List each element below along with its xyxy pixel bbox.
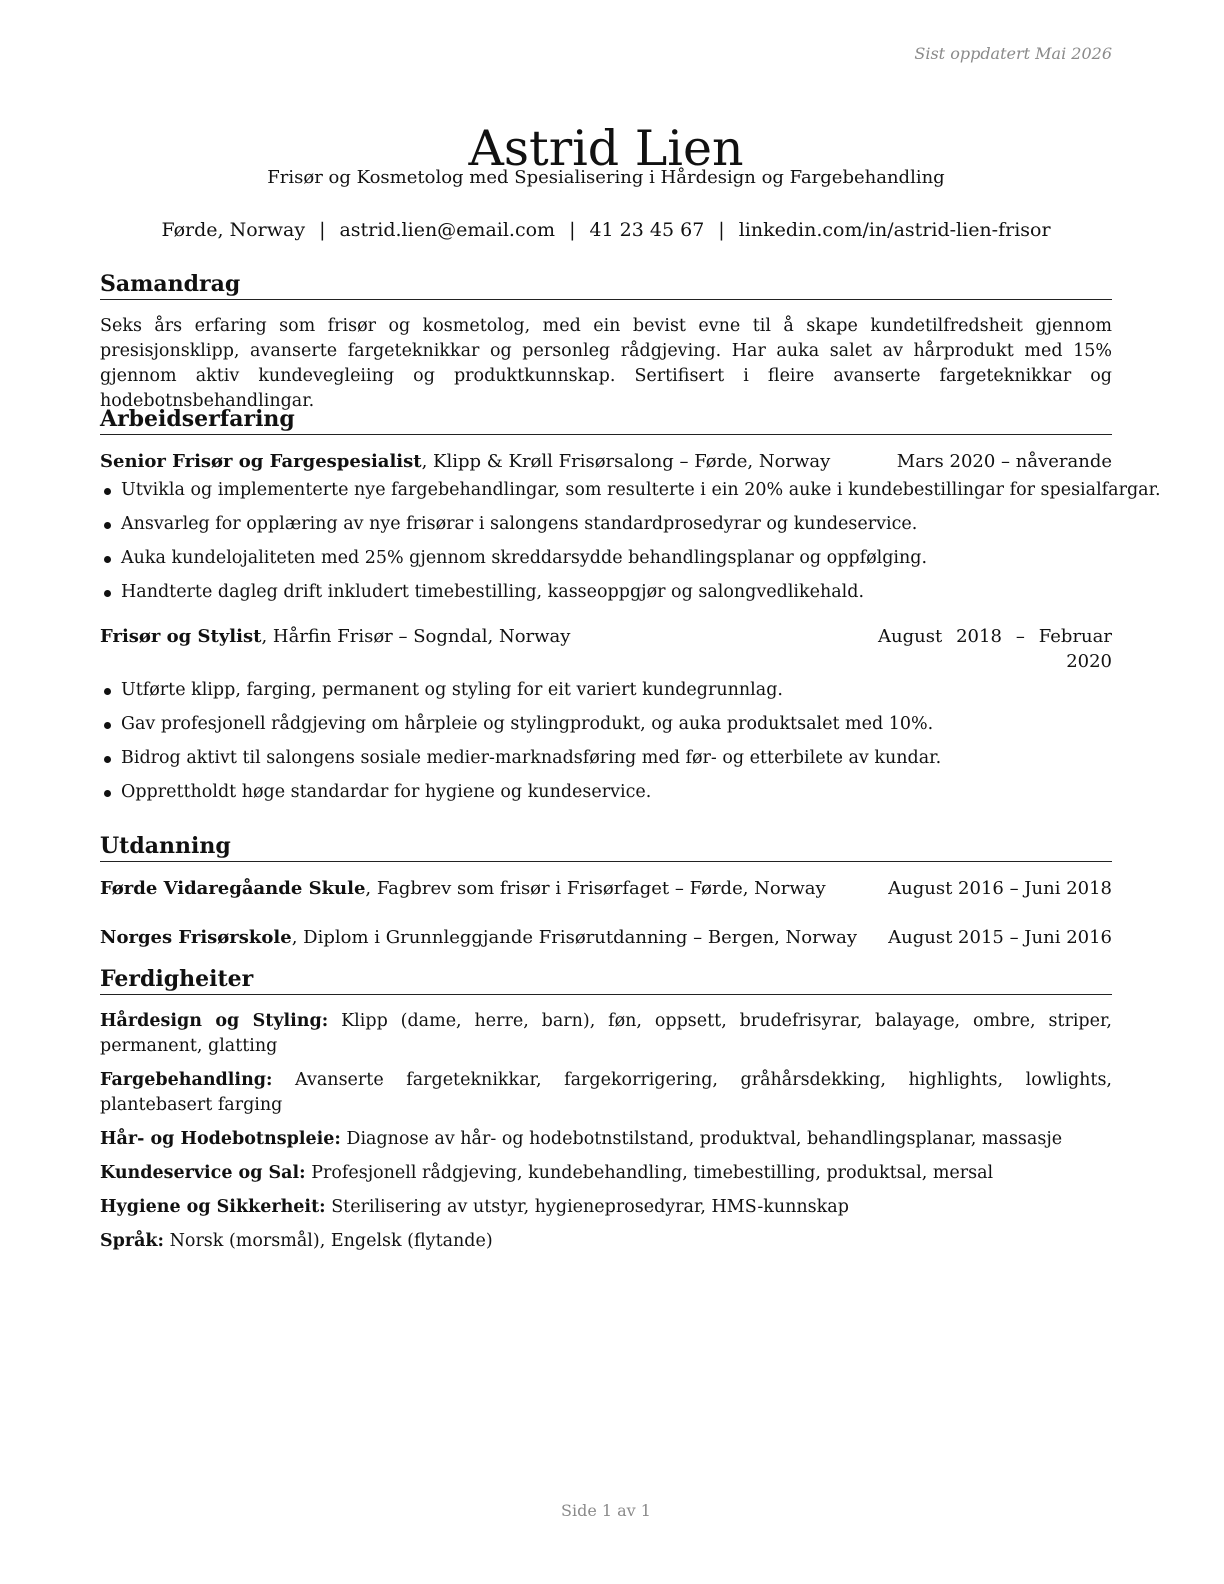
skill-row [100,1009,1112,1059]
page-number: Side 1 av 1 [561,1501,651,1520]
skills-section [100,965,1112,1263]
contact-linkedin[interactable]: linkedin.com/in/astrid-lien-frisor [738,219,1051,241]
experience-section [100,405,1161,814]
skill-label: Språk: [100,1231,165,1251]
skill-row [100,1127,1112,1152]
list-item: Opprettholdt høge standardar for hygiene og kundeservice. [100,780,1112,805]
section-title-skills: Ferdigheiter [100,965,1112,995]
skill-row [100,1161,1112,1186]
job-header [100,449,1112,474]
job-role: Frisør og Stylist [100,626,262,647]
job-bullets [100,478,1161,605]
skill-row [100,1068,1112,1118]
skill-label: Hårdesign og Styling: [100,1011,329,1031]
section-title-education: Utdanning [100,832,1112,862]
education-entry [100,925,1112,950]
skill-text: Avanserte fargeteknikkar, fargekorrigering, gråhårsdekking, highlights, lowlights, plantebasert farging [100,1070,1112,1115]
list-item: Utvikla og implementerte nye fargebehandlingar, som resulterte i ein 20% auke i kundebestillingar for spesialfargar. [100,478,1112,503]
job-bullets [100,678,1112,805]
education-title-line [100,925,857,950]
education-detail: , Fagbrev som frisør i Frisørfaget – Førde, Norway [365,878,826,899]
education-dates: August 2016 – Juni 2018 [888,878,1112,899]
job-title-line [100,449,830,474]
job-dates: August 2018 – Februar 2020 [878,626,1112,672]
education-entry [100,876,1112,901]
resume-page [100,0,1161,1584]
list-item: Utførte klipp, farging, permanent og styling for eit variert kundegrunnlag. [100,678,1112,703]
list-item: Handterte dagleg drift inkludert timebestilling, kasseoppgjør og salongvedlikehald. [100,580,1112,605]
job-entry [100,449,1161,605]
skill-label: Hår- og Hodebotnspleie: [100,1129,341,1149]
skill-label: Kundeservice og Sal: [100,1163,306,1183]
education-detail: , Diplom i Grunnleggjande Frisørutdanning – Bergen, Norway [291,927,858,948]
skill-label: Fargebehandling: [100,1070,273,1090]
list-item: Gav profesjonell rådgjeving om hårpleie og stylingprodukt, og auka produktsalet med 10%. [100,712,1112,737]
skill-text: Klipp (dame, herre, barn), føn, oppsett, brudefrisyrar, balayage, ombre, striper, permanent, glatting [100,1011,1112,1056]
contact-location: Førde, Norway [161,219,306,241]
section-title-experience: Arbeidserfaring [100,405,1112,435]
job-role: Senior Frisør og Fargespesialist [100,451,422,472]
education-dates: August 2015 – Juni 2016 [888,927,1112,948]
job-dates: Mars 2020 – nåverande [896,451,1112,472]
summary-section [100,270,1112,414]
skills-list [100,1009,1112,1254]
skill-label: Hygiene og Sikkerheit: [100,1197,326,1217]
candidate-tagline: Frisør og Kosmetolog med Spesialisering i Hårdesign og Fargebehandling [267,167,945,188]
education-title-line [100,876,826,901]
section-title-summary: Samandrag [100,270,1112,300]
skill-text: Sterilisering av utstyr, hygieneprosedyrar, HMS-kunnskap [325,1197,849,1217]
skill-text: Profesjonell rådgjeving, kundebehandling, timebestilling, produktsal, mersal [305,1163,994,1183]
job-title-line [100,624,570,649]
list-item: Bidrog aktivt til salongens sosiale medier-marknadsføring med før- og etterbilete av kundar. [100,746,1112,771]
skill-text: Diagnose av hår- og hodebotnstilstand, produktval, behandlingsplanar, massasje [340,1129,1063,1149]
job-header [100,624,1112,674]
job-employer: , Hårfin Frisør – Sogndal, Norway [261,626,571,647]
list-item: Ansvarleg for opplæring av nye frisørar i salongens standardprosedyrar og kundeservice. [100,512,1112,537]
contact-email[interactable]: astrid.lien@email.com [339,219,556,241]
contact-separator: | [569,219,576,241]
list-item: Auka kundelojaliteten med 25% gjennom skreddarsydde behandlingsplanar og oppfølging. [100,546,1112,571]
education-section [100,832,1112,950]
skill-text: Norsk (morsmål), Engelsk (flytande) [164,1231,493,1251]
education-school: Norges Frisørskole [100,927,292,948]
contact-line [100,219,1112,241]
job-employer: , Klipp & Krøll Frisørsalong – Førde, Norway [421,451,831,472]
skill-row [100,1229,1112,1254]
summary-text: Seks års erfaring som frisør og kosmetolog, med ein bevist evne til å skape kundetilfredsheit gjennom presisjonsklipp, avanserte fargeteknikkar og personleg rådgjeving. Har auka salet av hårprodukt med 15% gjennom aktiv kundevegleiing og produktkunnskap. Sertifisert i fleire avanserte fargeteknikkar og hodebotnsbehandlingar. [100,316,1112,411]
skill-row [100,1195,1112,1220]
contact-separator: | [718,219,725,241]
contact-phone: 41 23 45 67 [589,219,705,241]
job-entry [100,624,1112,805]
education-school: Førde Vidaregåande Skule [100,878,366,899]
last-updated-note: Sist oppdatert Mai 2026 [914,44,1112,63]
candidate-name: Astrid Lien [468,119,744,177]
contact-separator: | [319,219,326,241]
